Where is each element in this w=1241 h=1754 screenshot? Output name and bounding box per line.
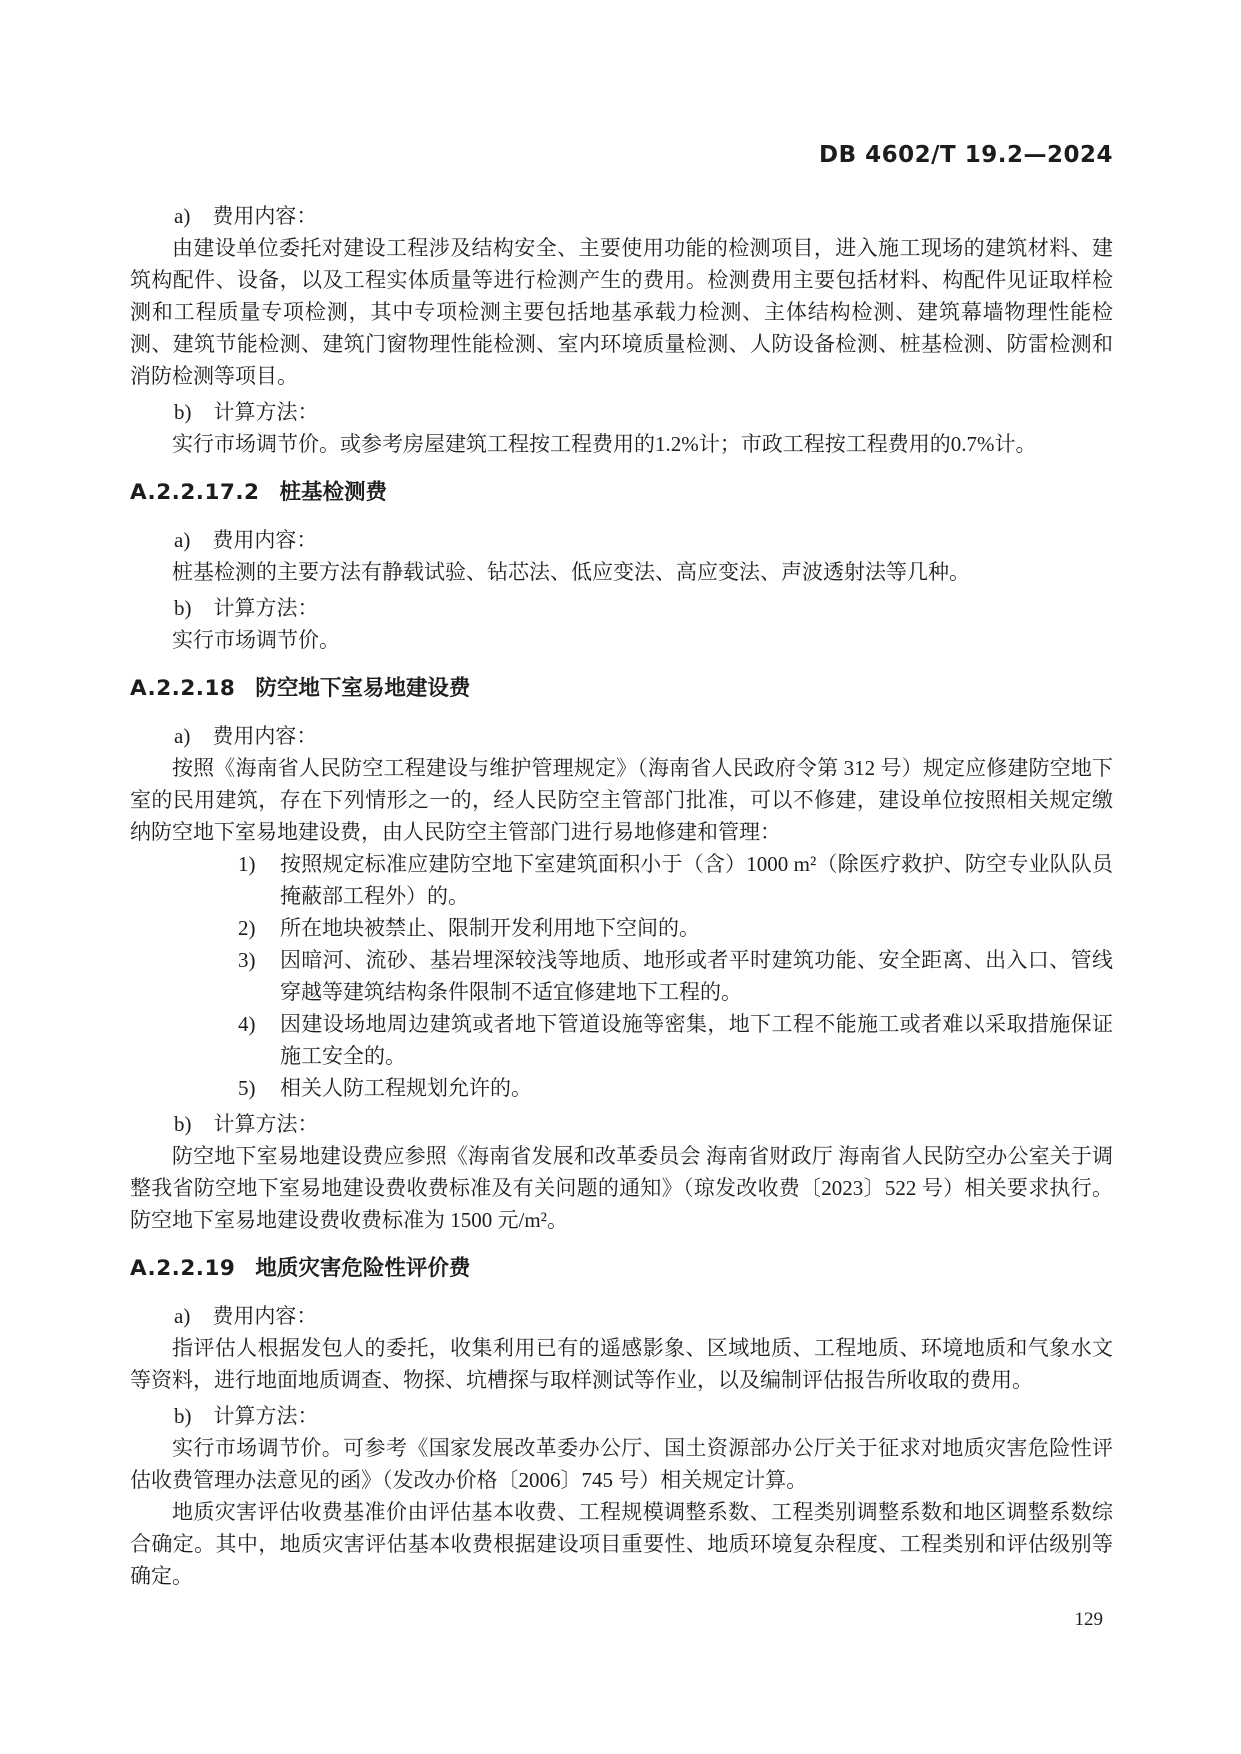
page-footer [130,1606,1113,1634]
section-title: 防空地下室易地建设费 [255,676,471,701]
clause-a-line [130,720,1113,752]
list-item-text: 因暗河、流砂、基岩埋深较浅等地质、地形或者平时建筑功能、安全距离、出入口、管线穿越等建筑结构条件限制不适宜修建地下工程的。 [280,948,1113,1004]
list-item [130,1072,1113,1104]
list-item-number: 2) [238,916,256,940]
clause-b-line [130,1400,1113,1432]
document-body [130,196,1113,1592]
clause-a-title: 费用内容： [212,204,318,228]
section-heading-civil-air-defense [130,673,1113,705]
list-item-number: 4) [238,1012,256,1036]
clause-b-line [130,1108,1113,1140]
paragraph-calc-method: 实行市场调节价。或参考房屋建筑工程按工程费用的1.2%计；市政工程按工程费用的0.7%计。 [172,432,1037,456]
paragraph-fee-content: 按照《海南省人民防空工程建设与维护管理规定》（海南省人民政府令第 312 号）规定应修建防空地下室的民用建筑，存在下列情形之一的，经人民防空主管部门批准，可以不修建，建设单位按照相关规定缴纳防空地下室易地建设费，由人民防空主管部门进行易地修建和管理： [130,756,1113,844]
list-item-text: 因建设场地周边建筑或者地下管道设施等密集，地下工程不能施工或者难以采取措施保证施工安全的。 [280,1012,1113,1068]
list-item-number: 1) [238,852,256,876]
clause-b-label: b) [174,596,192,620]
list-item [130,944,1113,1008]
list-item [130,912,1113,944]
clause-a-title: 费用内容： [212,528,318,552]
clause-a-title: 费用内容： [212,1304,318,1328]
clause-b-title: 计算方法： [213,1112,319,1136]
paragraph-fee-content: 指评估人根据发包人的委托，收集利用已有的遥感影象、区域地质、工程地质、环境地质和气象水文等资料，进行地面地质调查、物探、坑槽探与取样测试等作业，以及编制评估报告所收取的费用。 [130,1336,1113,1392]
clause-b-title: 计算方法： [213,596,319,620]
list-item-text: 按照规定标准应建防空地下室建筑面积小于（含）1000 m²（除医疗救护、防空专业队队员掩蔽部工程外）的。 [280,852,1113,908]
paragraph-calc-method: 防空地下室易地建设费应参照《海南省发展和改革委员会 海南省财政厅 海南省人民防空办公室关于调整我省防空地下室易地建设费收费标准及有关问题的通知》（琼发改收费〔2023〕522 号）相关要求执行。防空地下室易地建设费收费标准为 1500 元/m²。 [130,1144,1113,1232]
paragraph-fee-content: 桩基检测的主要方法有静载试验、钻芯法、低应变法、高应变法、声波透射法等几种。 [172,560,970,584]
section-number: A.2.2.19 [130,1256,236,1281]
clause-a-line [130,200,1113,232]
clause-a-label: a) [174,1304,191,1328]
standard-code: DB 4602/T 19.2—2024 [818,142,1113,168]
clause-a-label: a) [174,204,191,228]
clause-b-label: b) [174,1112,192,1136]
paragraph-calc-method-2: 地质灾害评估收费基准价由评估基本收费、工程规模调整系数、工程类别调整系数和地区调整系数综合确定。其中，地质灾害评估基本收费根据建设项目重要性、地质环境复杂程度、工程类别和评估级别等确定。 [130,1500,1113,1588]
list-item [130,848,1113,912]
list-item-text: 相关人防工程规划允许的。 [280,1076,532,1100]
page-header [130,140,1113,170]
clause-b-title: 计算方法： [213,400,319,424]
clause-a-line [130,524,1113,556]
clause-b-title: 计算方法： [213,1404,319,1428]
list-item [130,1008,1113,1072]
paragraph-calc-method: 实行市场调节价。可参考《国家发展改革委办公厅、国土资源部办公厅关于征求对地质灾害危险性评估收费管理办法意见的函》（发改办价格〔2006〕745 号）相关规定计算。 [130,1436,1113,1492]
section-heading-geological-hazard [130,1253,1113,1285]
paragraph-fee-content: 由建设单位委托对建设工程涉及结构安全、主要使用功能的检测项目，进入施工现场的建筑材料、建筑构配件、设备，以及工程实体质量等进行检测产生的费用。检测费用主要包括材料、构配件见证取样检测和工程质量专项检测，其中专项检测主要包括地基承载力检测、主体结构检测、建筑幕墙物理性能检测、建筑节能检测、建筑门窗物理性能检测、室内环境质量检测、人防设备检测、桩基检测、防雷检测和消防检测等项目。 [130,236,1113,388]
clause-b-line [130,592,1113,624]
list-item-number: 3) [238,948,256,972]
page-number: 129 [1074,1609,1103,1630]
section-heading-pile-testing [130,477,1113,509]
clause-b-line [130,396,1113,428]
clause-a-title: 费用内容： [212,724,318,748]
clause-a-label: a) [174,528,191,552]
list-item-number: 5) [238,1076,256,1100]
section-title: 地质灾害危险性评价费 [255,1256,471,1281]
clause-a-line [130,1300,1113,1332]
clause-b-label: b) [174,1404,192,1428]
list-item-text: 所在地块被禁止、限制开发利用地下空间的。 [280,916,700,940]
paragraph-calc-method: 实行市场调节价。 [172,628,340,652]
section-title: 桩基检测费 [279,480,388,505]
clause-b-label: b) [174,400,192,424]
section-number: A.2.2.18 [130,676,236,701]
section-number: A.2.2.17.2 [130,480,260,505]
clause-a-label: a) [174,724,191,748]
